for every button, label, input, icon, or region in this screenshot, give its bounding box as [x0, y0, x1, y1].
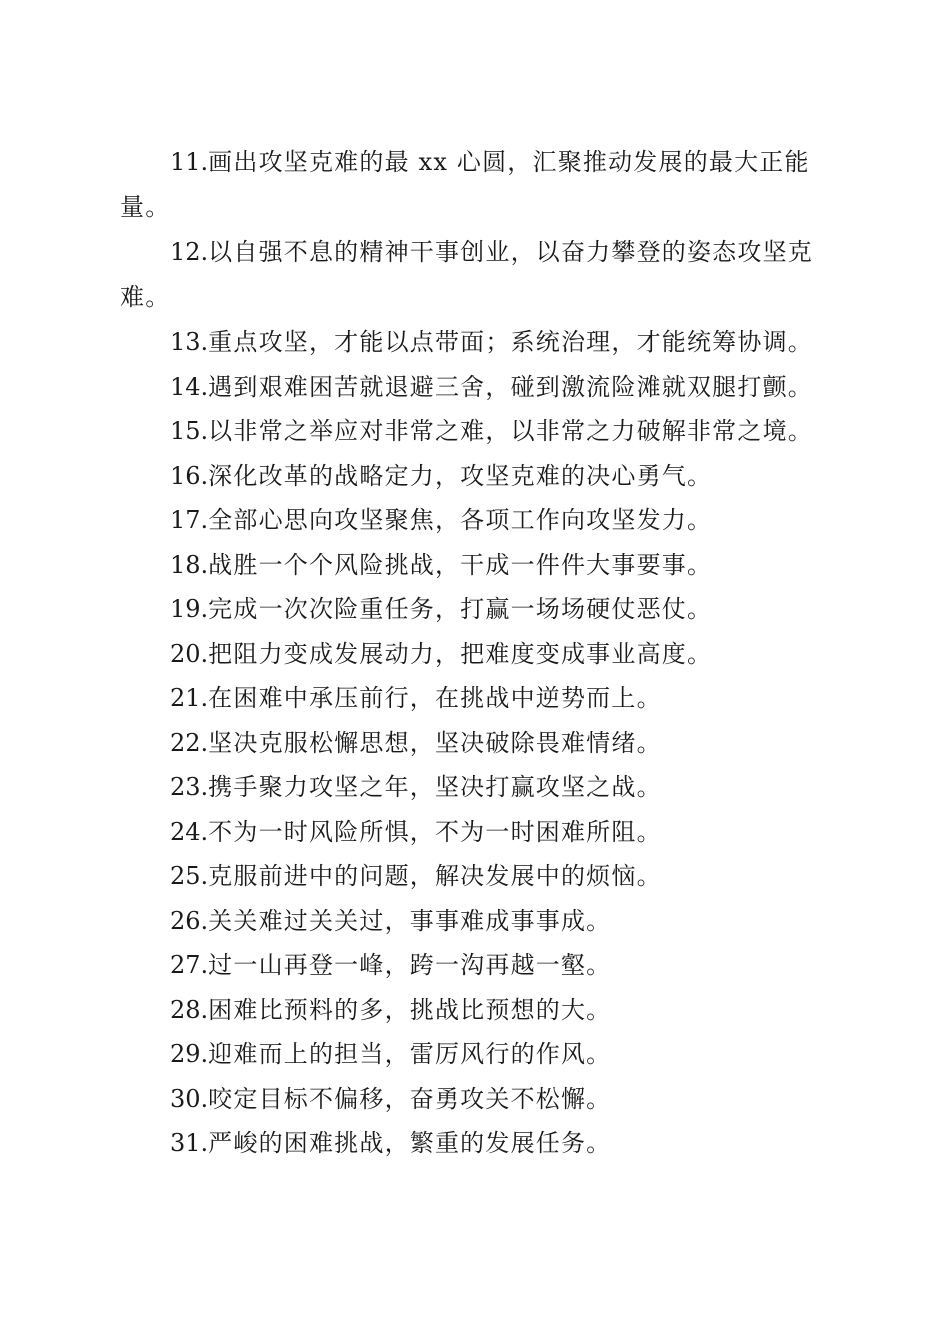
list-item — [120, 899, 825, 944]
list-item — [120, 854, 825, 899]
item-number: 21. — [170, 684, 209, 712]
list-item — [120, 543, 825, 588]
list-item — [120, 454, 825, 499]
item-number: 30. — [170, 1084, 209, 1113]
item-number: 24. — [170, 817, 209, 846]
item-number: 23. — [170, 773, 209, 801]
item-number: 17. — [170, 506, 209, 534]
list-item — [120, 587, 825, 632]
item-number: 31. — [170, 1129, 209, 1157]
item-number: 27. — [170, 951, 209, 979]
item-text: 携手聚力攻坚之年，坚决打赢攻坚之战。 — [208, 773, 662, 801]
item-text: 战胜一个个风险挑战，干成一件件大事要事。 — [208, 550, 713, 579]
item-number: 16. — [170, 461, 209, 490]
item-text: 迎难而上的担当，雷厉风行的作风。 — [208, 1040, 612, 1068]
item-number: 22. — [170, 728, 209, 757]
item-text: 困难比预料的多，挑战比预想的大。 — [208, 995, 612, 1024]
list-item — [120, 320, 825, 365]
item-text: 以非常之举应对非常之难，以非常之力破解非常之境。 — [208, 417, 813, 445]
item-text: 重点攻坚，才能以点带面；系统治理，才能统筹协调。 — [208, 328, 813, 356]
item-number: 19. — [170, 595, 209, 623]
item-number: 29. — [170, 1040, 209, 1068]
list-item — [120, 676, 825, 721]
list-item — [120, 632, 825, 677]
item-number: 13. — [170, 328, 209, 356]
item-number: 11. — [170, 148, 209, 176]
item-text: 全部心思向攻坚聚焦，各项工作向攻坚发力。 — [208, 506, 713, 534]
item-text: 在困难中承压前行，在挑战中逆势而上。 — [208, 684, 662, 712]
document-body — [120, 140, 825, 1166]
list-item — [120, 765, 825, 810]
list-item — [120, 1121, 825, 1166]
item-text: 严峻的困难挑战，繁重的发展任务。 — [208, 1129, 612, 1157]
item-number: 15. — [170, 417, 209, 445]
item-number: 18. — [170, 550, 209, 579]
item-text: 画出攻坚克难的最 xx 心圆，汇聚推动发展的最大正能量。 — [120, 148, 810, 221]
item-text: 过一山再登一峰，跨一沟再越一壑。 — [208, 951, 612, 979]
list-item — [120, 1077, 825, 1122]
list-item — [120, 365, 825, 410]
item-text: 深化改革的战略定力，攻坚克难的决心勇气。 — [208, 461, 713, 490]
item-text: 坚决克服松懈思想，坚决破除畏难情绪。 — [208, 728, 662, 757]
item-number: 12. — [170, 238, 209, 266]
item-number: 25. — [170, 862, 209, 890]
list-item — [120, 230, 825, 320]
list-item — [120, 140, 825, 230]
item-number: 26. — [170, 906, 209, 935]
list-item — [120, 810, 825, 855]
list-item — [120, 988, 825, 1033]
item-text: 遇到艰难困苦就退避三舍，碰到激流险滩就双腿打颤。 — [208, 372, 813, 401]
list-item — [120, 498, 825, 543]
list-item — [120, 721, 825, 766]
list-item — [120, 943, 825, 988]
item-text: 关关难过关关过，事事难成事事成。 — [208, 906, 612, 935]
list-item — [120, 409, 825, 454]
list-item — [120, 1032, 825, 1077]
item-number: 14. — [170, 372, 209, 401]
item-text: 不为一时风险所惧，不为一时困难所阻。 — [208, 817, 662, 846]
item-text: 完成一次次险重任务，打赢一场场硬仗恶仗。 — [208, 595, 713, 623]
item-text: 咬定目标不偏移，奋勇攻关不松懈。 — [208, 1084, 612, 1113]
item-number: 20. — [170, 639, 209, 668]
item-text: 以自强不息的精神干事创业，以奋力攀登的姿态攻坚克难。 — [120, 238, 813, 311]
item-text: 克服前进中的问题，解决发展中的烦恼。 — [208, 862, 662, 890]
item-text: 把阻力变成发展动力，把难度变成事业高度。 — [208, 639, 713, 668]
item-number: 28. — [170, 995, 209, 1024]
